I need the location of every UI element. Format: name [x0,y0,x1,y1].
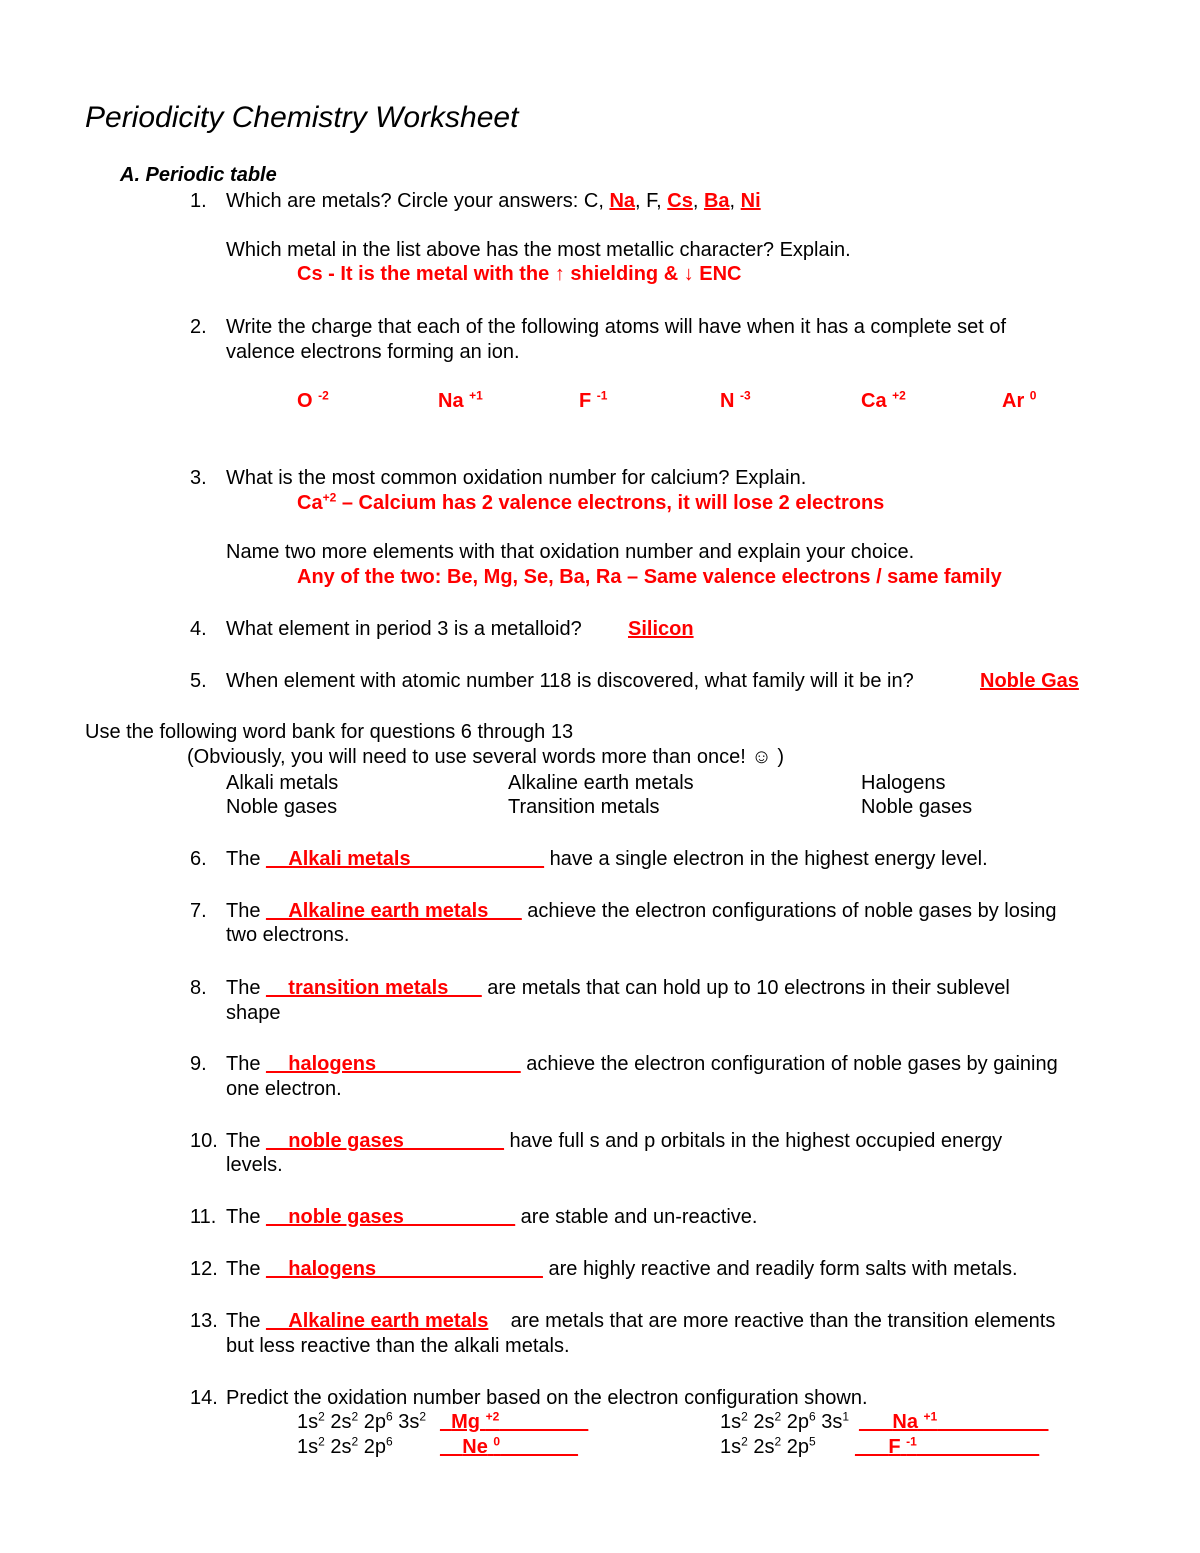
fill-question-cont: levels. [226,1154,283,1176]
electron-configuration: $1s^2$ $2s^2$ $2p^6$ [297,1434,393,1458]
ion-answer: O $^{-2}$ [297,388,329,412]
question-number: 9. [190,1053,207,1075]
electron-configuration: $1s^2$ $2s^2$ $2p^6$ $3s^1$ [720,1409,850,1433]
fill-question: The __Alkali metals____________ have a single electron in the highest energy level. [226,848,988,870]
word-bank-intro: Use the following word bank for questions 6 through 13 [85,721,574,743]
question-text: Which are metals? Circle your answers: C, [226,190,610,212]
word-bank-item: Transition metals [508,796,660,818]
question-number: 14. [190,1387,218,1409]
electron-configuration: $1s^2$ $2s^2$ $2p^5$ [720,1434,816,1458]
fill-question: The __noble gases_________ have full s and p orbitals in the highest occupied energy [226,1130,1003,1152]
question-number: 7. [190,900,207,922]
word-bank-item: Noble gases [861,796,973,818]
oxidation-answer: _Mg $^{+2}$________ [440,1409,589,1433]
fill-answer: __Alkaline earth metals [266,1310,489,1332]
answer-ba: Ba [703,190,730,212]
separator: , [729,190,741,212]
page-title: Periodicity Chemistry Worksheet [85,101,519,134]
question-number: 11. [190,1206,217,1228]
word-bank-item: Alkaline earth metals [508,772,694,794]
fill-question: The __noble gases__________ are stable and un-reactive. [226,1206,758,1228]
word-bank-item: Alkali metals [226,772,339,794]
question-number: 8. [190,977,207,999]
answer-ni: Ni [740,190,761,212]
question-1 [226,189,761,213]
answer-text: $Ca^{+2}$ – Calcium has 2 valence electrons, it will lose 2 electrons [297,490,885,514]
fill-answer: __Alkaline earth metals___ [266,900,522,922]
question-text: What element in period 3 is a metalloid? [226,618,582,640]
question-text: Write the charge that each of the following atoms will have when it has a complete set of [226,316,1007,338]
fill-answer: __halogens_____________ [266,1053,521,1075]
word-bank-note: (Obviously, you will need to use several words more than once! ☺ ) [187,746,784,768]
question-followup: Which metal in the list above has the most metallic character? Explain. [226,239,851,261]
answer-text: Silicon [628,618,694,640]
ion-answer: Ar $^0$ [1002,388,1037,412]
question-number: 10. [190,1130,218,1152]
oxidation-answer: ___F $^{-1}$___________ [855,1434,1040,1458]
fill-answer: __transition metals___ [266,977,482,999]
fill-question: The __halogens_______________ are highly reactive and readily form salts with metals. [226,1258,1018,1280]
fill-question-cont: two electrons. [226,924,350,946]
oxidation-answer: ___Na $^{+1}$__________ [859,1409,1049,1433]
ion-answer: Ca $^{+2}$ [861,388,906,412]
word-bank-item: Halogens [861,772,946,794]
question-number: 1. [190,190,207,212]
question-number: 3. [190,467,207,489]
fill-answer: __Alkali metals____________ [266,848,545,870]
question-text: When element with atomic number 118 is discovered, what family will it be in? [226,670,914,692]
question-number: 5. [190,670,207,692]
word-bank-item: Noble gases [226,796,338,818]
question-text: valence electrons forming an ion. [226,341,520,363]
ion-answer: Na $^{+1}$ [438,388,483,412]
fill-question: The __Alkaline earth metals are metals that are more reactive than the transition elements [226,1310,1056,1332]
question-number: 6. [190,848,207,870]
electron-configuration: $1s^2$ $2s^2$ $2p^6$ $3s^2$ [297,1409,427,1433]
question-followup: Name two more elements with that oxidation number and explain your choice. [226,541,915,563]
oxidation-answer: __Ne $^0$_______ [440,1434,578,1458]
answer-na: Na [609,190,636,212]
question-text: Predict the oxidation number based on the electron configuration shown. [226,1387,868,1409]
question-number: 13. [190,1310,218,1332]
separator: , [692,190,704,212]
answer-text: Noble Gas [980,670,1079,692]
fill-answer: __noble gases__________ [266,1206,516,1228]
fill-question: The __Alkaline earth metals___ achieve the electron configurations of noble gases by losing [226,900,1057,922]
ion-answer: N $^{-3}$ [720,388,751,412]
section-heading: A. Periodic table [120,164,277,186]
answer-text: Any of the two: Be, Mg, Se, Ba, Ra – Same valence electrons / same family [297,566,1002,588]
question-number: 4. [190,618,207,640]
question-number: 12. [190,1258,218,1280]
ion-answer: F $^{-1}$ [579,388,608,412]
fill-question-cont: but less reactive than the alkali metals. [226,1335,570,1357]
fill-question-cont: shape [226,1002,281,1024]
fill-question: The __transition metals___ are metals that can hold up to 10 electrons in their sublevel [226,977,1010,999]
fill-question: The __halogens_____________ achieve the electron configuration of noble gases by gaining [226,1053,1058,1075]
question-number: 2. [190,316,207,338]
answer-text: Cs - It is the metal with the ↑ shielding & ↓ ENC [297,263,742,285]
separator: , F, [635,190,668,212]
question-text: What is the most common oxidation number for calcium? Explain. [226,467,807,489]
answer-cs: Cs [667,190,693,212]
fill-answer: __noble gases_________ [266,1130,504,1152]
fill-question-cont: one electron. [226,1078,342,1100]
fill-answer: __halogens_______________ [266,1258,543,1280]
